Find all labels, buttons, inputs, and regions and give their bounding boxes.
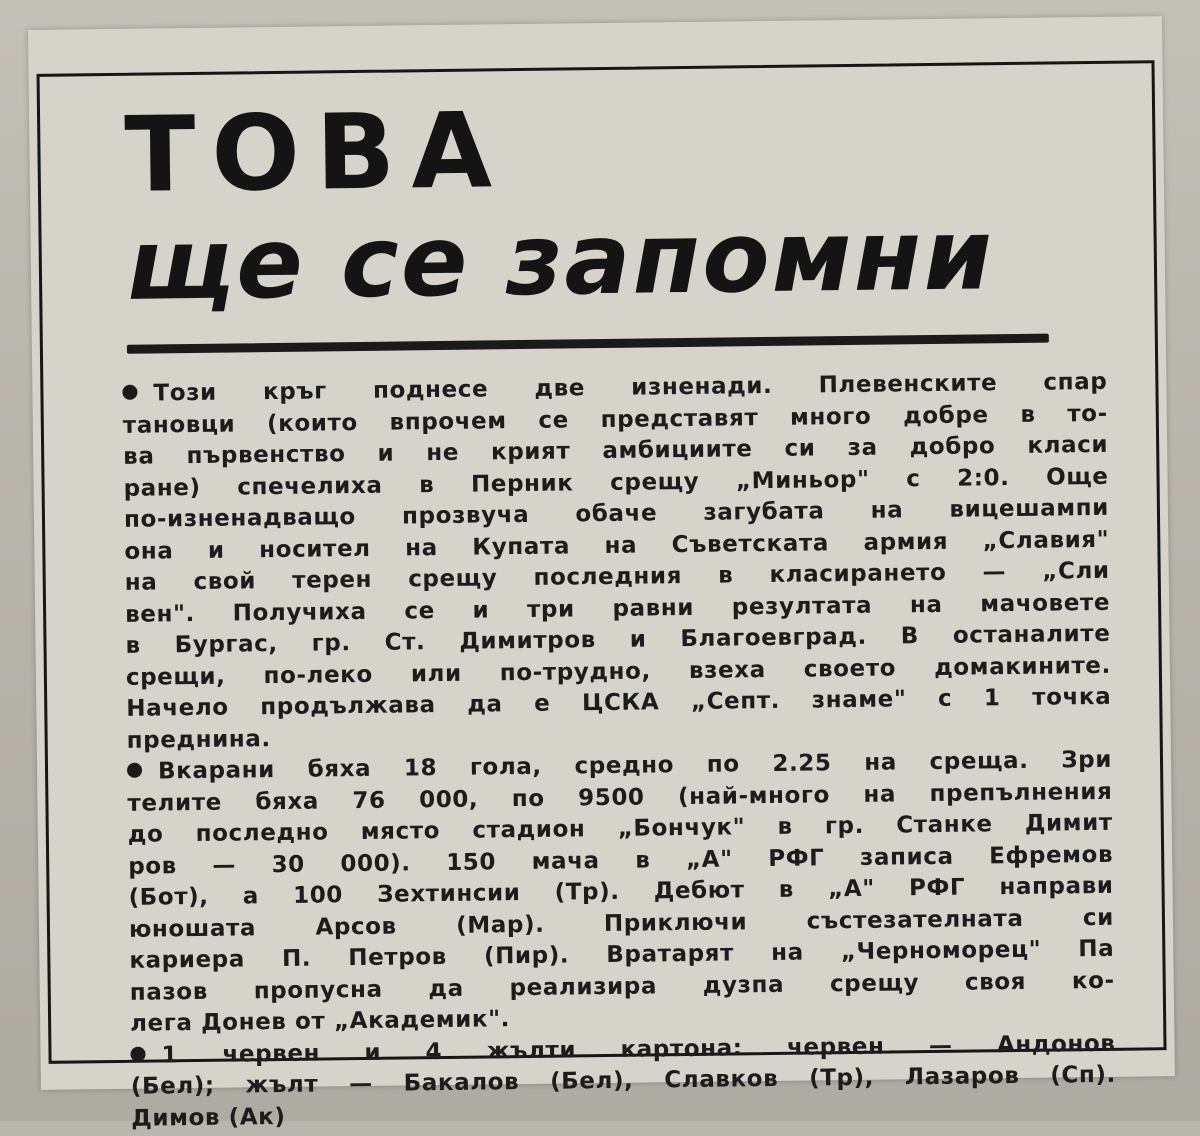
article-body	[122, 367, 1116, 1135]
text-line: ране) спечелиха в Перник срещу „Миньор" с 2:0. Още	[123, 463, 1109, 502]
headline-line-1: ТОВА	[123, 89, 509, 216]
text-line: Димов (Ак)	[131, 1103, 286, 1132]
text-line: тановци (които впрочем се представят много добре в то-	[122, 400, 1108, 439]
text-line: телите бяха 76 000, по 9500 (най-много на препълнения	[127, 778, 1113, 817]
text-line: по-изненадващо прозвуча обаче загубата на вицешампи	[123, 494, 1110, 533]
headline-line-2: ще се запомни	[125, 198, 995, 323]
text-line-content: 1 червен и 4 жълти картона: червен — Андонов	[161, 1030, 1116, 1068]
text-line: юношата Арсов (Мар). Приключи състезателната си	[128, 904, 1115, 943]
bullet-icon	[127, 763, 142, 778]
text-line: на свой терен срещу последния в класирането — „Сли	[124, 557, 1110, 596]
text-line: лега Донев от „Академик".	[129, 1006, 511, 1037]
bullet-icon	[130, 1046, 145, 1061]
text-line: она и носител на Купата на Съветската армия „Славия"	[124, 526, 1110, 565]
headline	[123, 89, 1087, 323]
text-line-content: Този кръг поднесе две изненади. Плевенските спар	[153, 368, 1108, 407]
article-paragraph	[127, 745, 1115, 1041]
text-line: преднина.	[126, 725, 271, 754]
text-line: (Бот), а 100 Зехтинсии (Тр). Дебют в „А" РФГ направи	[128, 872, 1114, 911]
text-line: ров — 30 000). 150 мача в „А" РФГ записа Ефремов	[128, 841, 1114, 880]
bullet-icon	[122, 385, 137, 400]
text-line-content: Вкарани бяха 18 гола, средно по 2.25 на среща. Зри	[157, 746, 1113, 785]
text-line: до последно място стадион „Бончук" в гр. Станке Димит	[127, 809, 1113, 848]
text-line: ва първенство и не крият амбициите си за добро класи	[123, 431, 1109, 470]
text-line: кариера П. Петров (Пир). Вратарят на „Черноморец" Па	[129, 935, 1115, 974]
text-line: срещи, по-леко или по-трудно, взеха своето домакините.	[125, 652, 1112, 691]
text-line: вен". Получиха се и три равни резултата на мачовете	[124, 589, 1111, 628]
text-line: в Бургас, гр. Ст. Димитров и Благоевград. В останалите	[125, 620, 1111, 659]
newspaper-clipping	[28, 16, 1175, 1132]
article-paragraph	[130, 1028, 1116, 1135]
article-paragraph	[122, 367, 1112, 757]
text-line: Начело продължава да е ЦСКА „Септ. знаме" с 1 точка	[126, 683, 1112, 722]
text-line: (Бел); жълт — Бакалов (Бел), Славков (Тр), Лазаров (Сп).	[130, 1061, 1117, 1100]
text-line: пазов пропусна да реализира дузпа срещу своя ко-	[129, 967, 1115, 1006]
